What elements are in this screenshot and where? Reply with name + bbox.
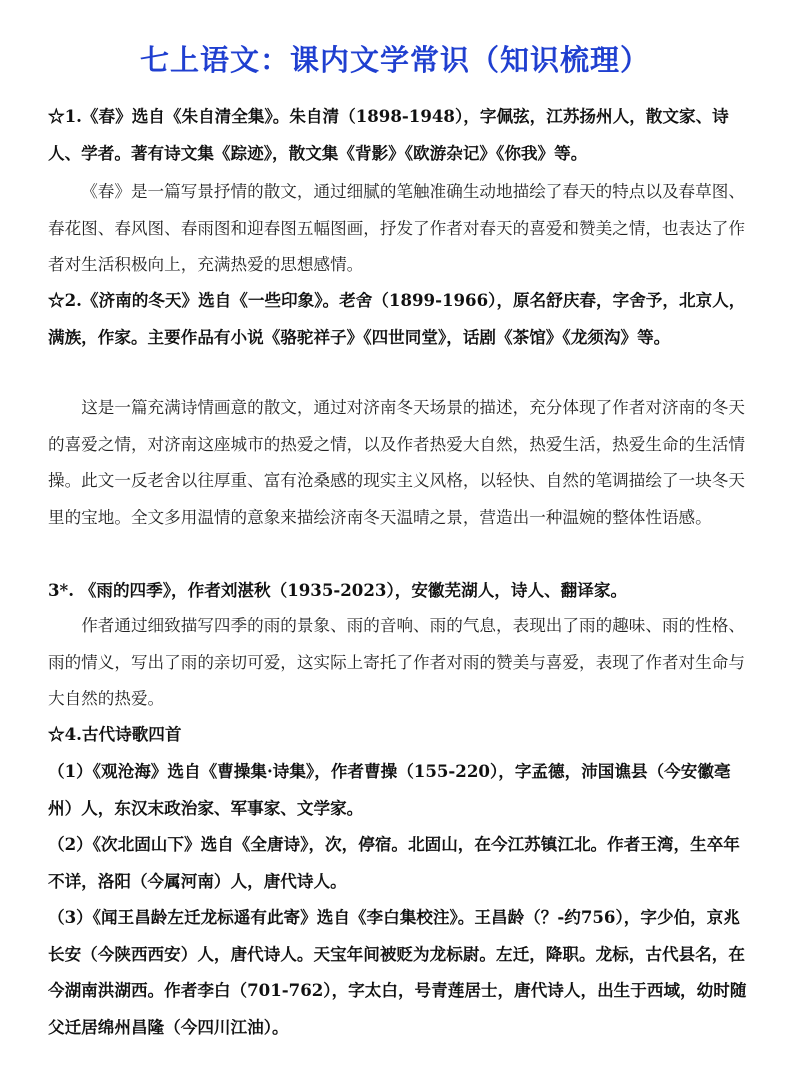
section-1-body: 《春》是一篇写景抒情的散文，通过细腻的笔触准确生动地描绘了春天的特点以及春草图、春花图、春风图、春雨图和迎春图五幅图画，抒发了作者对春天的喜爱和赞美之情，也表达了作者对生活积极向上，充满热爱的思想感情。: [48, 182, 745, 274]
section-3-heading: 3*. 《雨的四季》，作者刘湛秋（1935-2023），安徽芜湖人，诗人、翻译家。: [48, 580, 628, 600]
poem-item-2: （2）《次北固山下》选自《全唐诗》，次，停宿。北固山，在今江苏镇江北。作者王湾，生卒年不详，洛阳（今属河南）人，唐代诗人。: [48, 834, 740, 891]
section-2-body: 这是一篇充满诗情画意的散文，通过对济南冬天场景的描述，充分体现了作者对济南的冬天的喜爱之情，对济南这座城市的热爱之情，以及作者热爱大自然，热爱生活，热爱生命的生活情操。此文一反老舍以往厚重、富有沧桑感的现实主义风格，以轻快、自然的笔调描绘了一块冬天里的宝地。全文多用温情的意象来描绘济南冬天温晴之景，营造出一种温婉的整体性语感。: [48, 398, 745, 527]
page-title: 七上语文：课内文学常识（知识梳理）: [139, 43, 650, 77]
section-4-heading: ☆4.古代诗歌四首: [48, 724, 182, 744]
poem-item-3: （3）《闻王昌龄左迁龙标遥有此寄》选自《李白集校注》。王昌龄（？-约756），字少伯，京兆长安（今陕西西安）人，唐代诗人。天宝年间被贬为龙标尉。左迁，降职。龙标，古代县名，在今湖南洪湖西。作者李白（701-762），字太白，号青莲居士，唐代诗人，出生于西域，幼时随父迁居绵州昌隆（今四川江油）。: [48, 907, 747, 1037]
section-3-body: 作者通过细致描写四季的雨的景象、雨的音响、雨的气息，表现出了雨的趣味、雨的性格、雨的情义，写出了雨的亲切可爱，这实际上寄托了作者对雨的赞美与喜爱，表现了作者对生命与大自然的热爱。: [48, 616, 745, 708]
section-2-heading: ☆2.《济南的冬天》选自《一些印象》。老舍（1899-1966），原名舒庆春，字舍予，北京人，满族，作家。主要作品有小说《骆驼祥子》《四世同堂》，话剧《茶馆》《龙须沟》等。: [48, 290, 746, 347]
poem-item-1: （1）《观沧海》选自《曹操集·诗集》，作者曹操（155-220），字孟德，沛国谯县（今安徽亳州）人，东汉末政治家、军事家、文学家。: [48, 761, 731, 818]
section-1-heading: ☆1.《春》选自《朱自清全集》。朱自清（1898-1948），字佩弦，江苏扬州人，散文家、诗人、学者。著有诗文集《踪迹》，散文集《背影》《欧游杂记》《你我》等。: [48, 106, 729, 163]
